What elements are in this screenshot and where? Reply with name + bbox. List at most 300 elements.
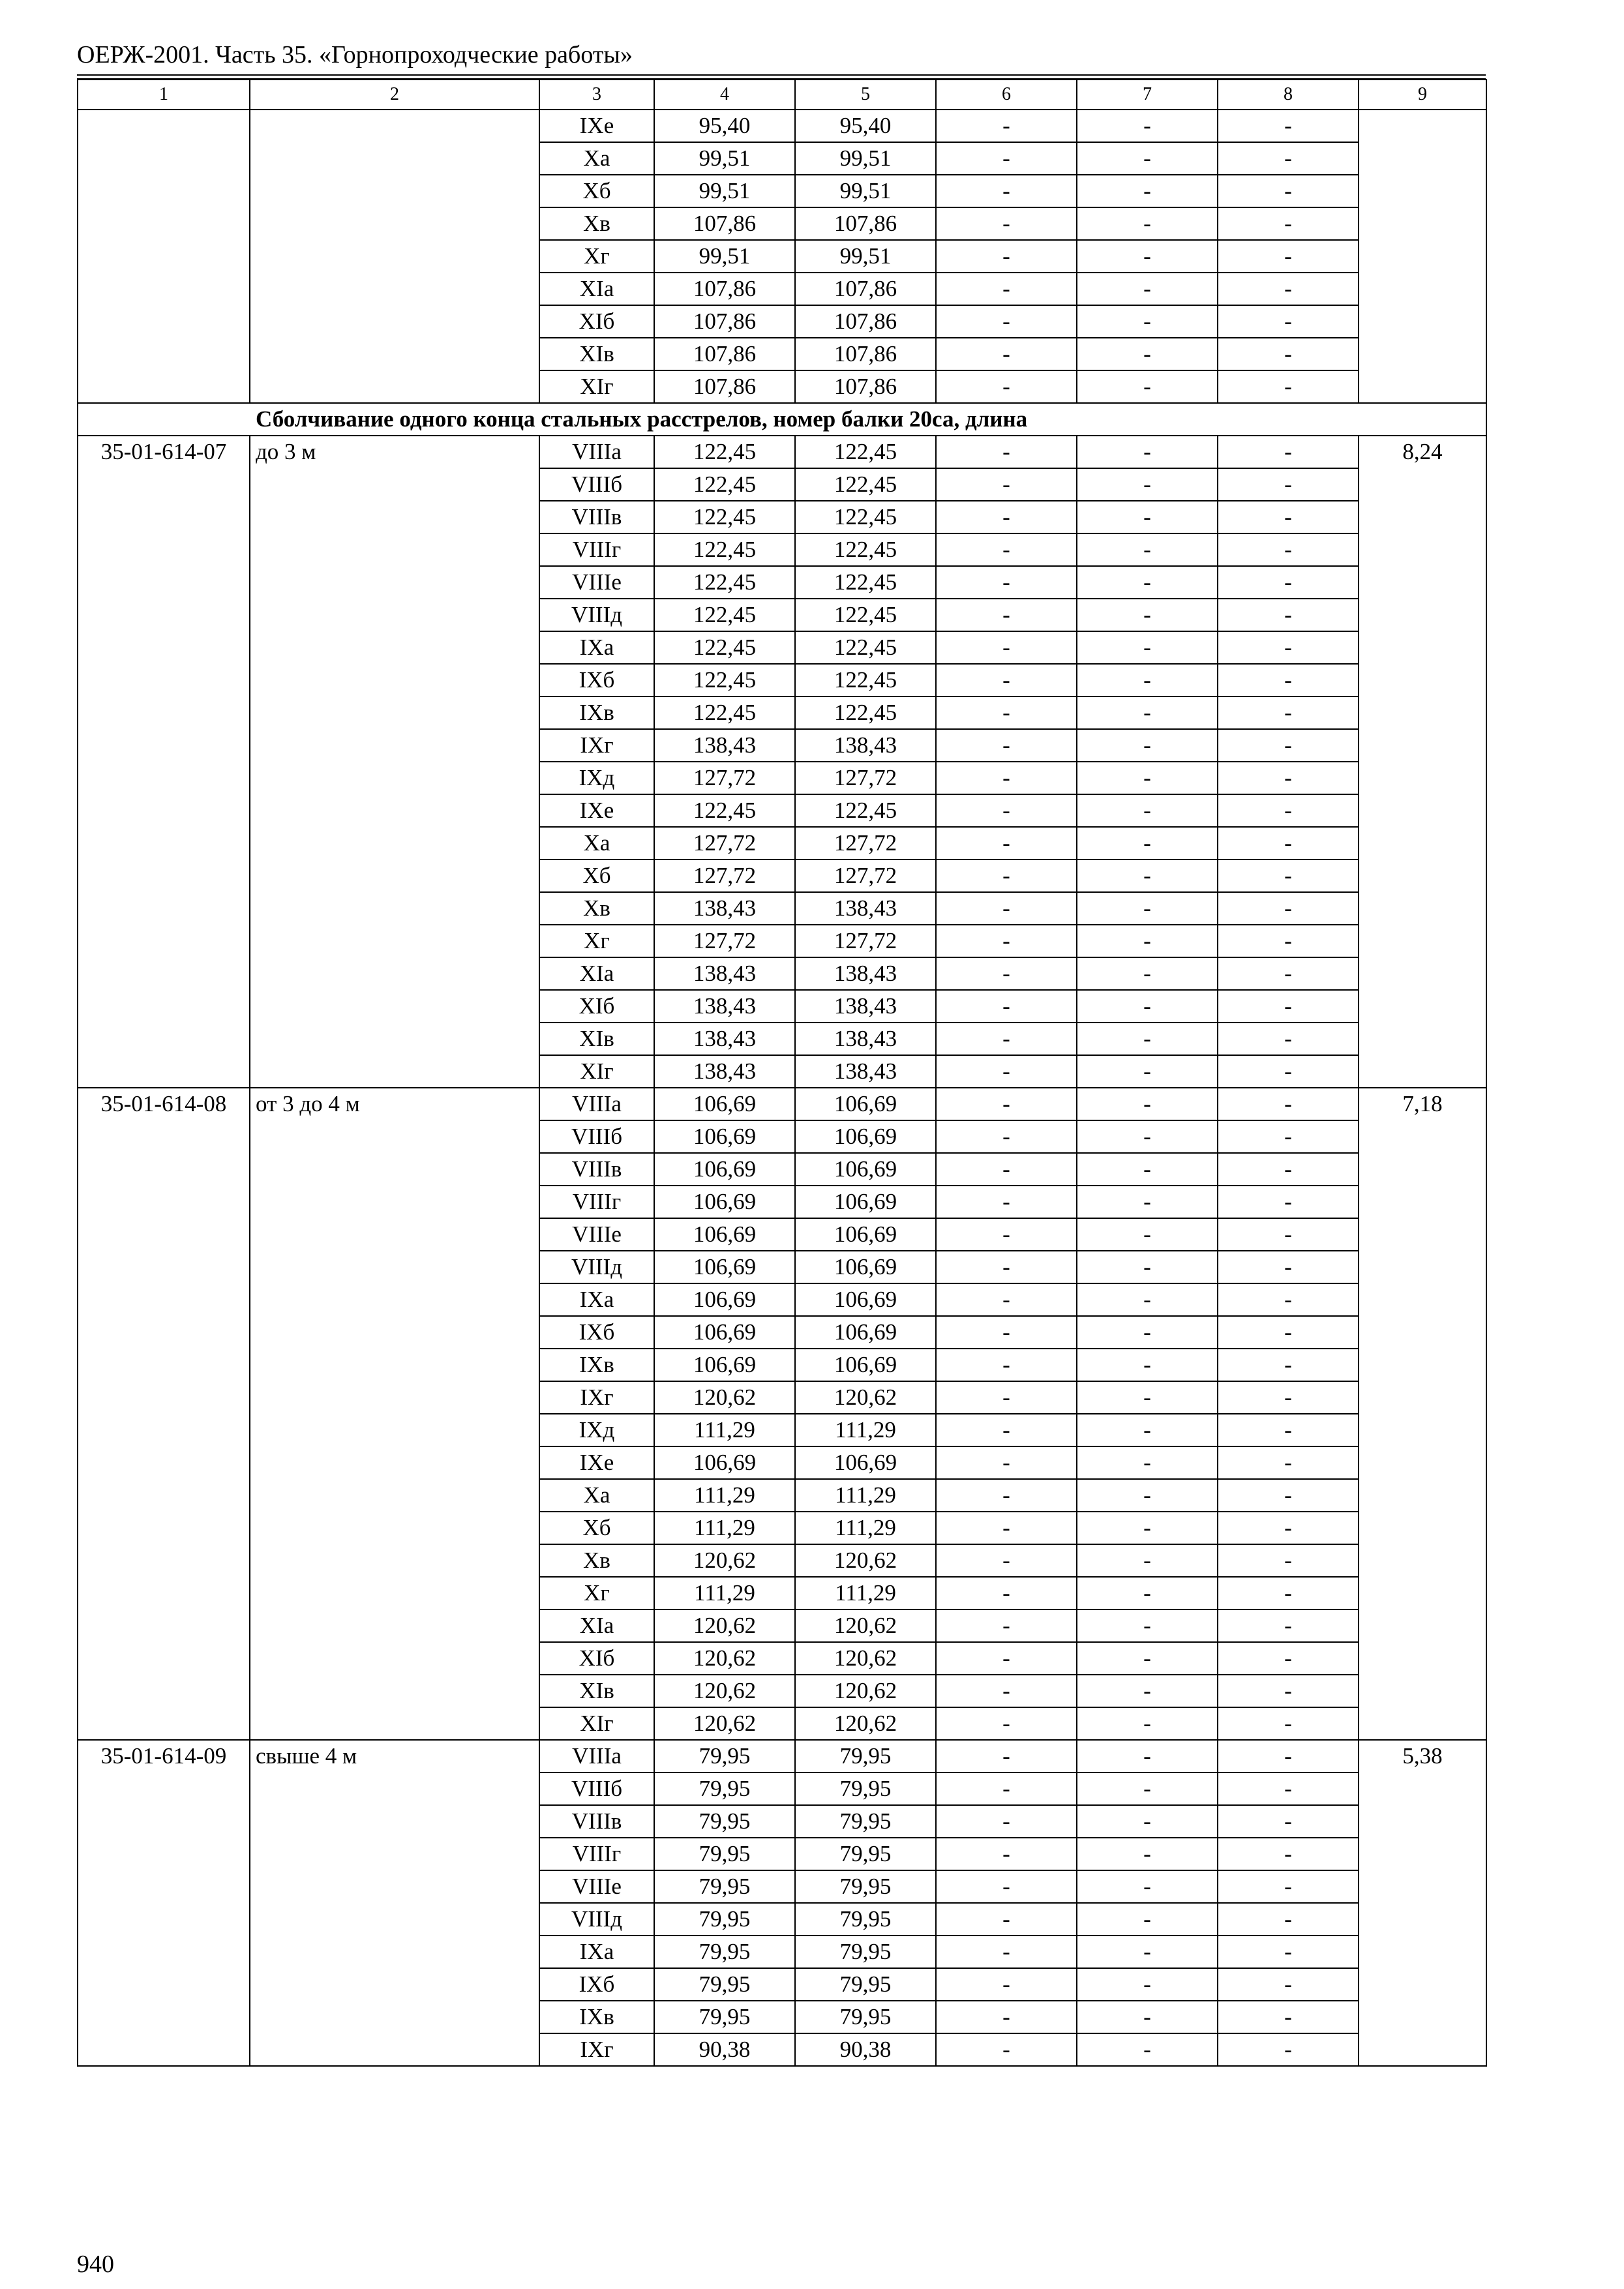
- page-number: 940: [77, 2251, 114, 2278]
- value-cell: 99,51: [795, 240, 936, 273]
- value-cell: 122,45: [654, 696, 795, 729]
- value-cell: 95,40: [654, 110, 795, 142]
- work-description: от 3 до 4 м: [250, 1088, 539, 1740]
- value-cell: 106,69: [654, 1218, 795, 1251]
- value-cell: 127,72: [654, 925, 795, 957]
- value-cell: -: [936, 305, 1077, 338]
- value-cell: -: [1077, 175, 1218, 207]
- value-cell: -: [1077, 1773, 1218, 1805]
- value-cell: -: [1077, 533, 1218, 566]
- value-cell: 138,43: [795, 957, 936, 990]
- category-cell: IXд: [539, 762, 654, 794]
- value-cell: 106,69: [654, 1186, 795, 1218]
- category-cell: IXб: [539, 1968, 654, 2001]
- category-cell: XIг: [539, 1055, 654, 1088]
- value-cell: 79,95: [654, 1870, 795, 1903]
- value-cell: -: [936, 338, 1077, 370]
- value-cell: -: [936, 207, 1077, 240]
- value-cell: -: [936, 501, 1077, 533]
- value-cell: 106,69: [654, 1088, 795, 1120]
- value-cell: -: [936, 1577, 1077, 1609]
- value-cell: -: [936, 1740, 1077, 1773]
- value-cell: 79,95: [654, 1968, 795, 2001]
- category-cell: IXа: [539, 1936, 654, 1968]
- value-cell: -: [1218, 990, 1359, 1023]
- rate-code: 35-01-614-09: [78, 1740, 250, 2066]
- value-cell: -: [936, 533, 1077, 566]
- value-cell: -: [936, 2033, 1077, 2066]
- value-cell: -: [1077, 1609, 1218, 1642]
- value-cell: -: [936, 631, 1077, 664]
- value-cell: 138,43: [654, 892, 795, 925]
- category-cell: Xб: [539, 860, 654, 892]
- value-cell: -: [1218, 729, 1359, 762]
- value-cell: 122,45: [795, 501, 936, 533]
- value-cell: -: [936, 1609, 1077, 1642]
- value-cell: 106,69: [795, 1120, 936, 1153]
- value-cell: -: [936, 729, 1077, 762]
- value-cell: -: [1077, 1642, 1218, 1675]
- rate-code: 35-01-614-08: [78, 1088, 250, 1740]
- col9-value: 8,24: [1359, 436, 1486, 1088]
- value-cell: 106,69: [795, 1251, 936, 1283]
- value-cell: -: [1077, 827, 1218, 860]
- value-cell: -: [1218, 2001, 1359, 2033]
- value-cell: -: [1218, 1609, 1359, 1642]
- value-cell: -: [936, 1707, 1077, 1740]
- value-cell: -: [936, 990, 1077, 1023]
- value-cell: -: [936, 142, 1077, 175]
- value-cell: -: [1077, 1479, 1218, 1512]
- value-cell: -: [1077, 142, 1218, 175]
- category-cell: VIIIд: [539, 599, 654, 631]
- value-cell: -: [1218, 1805, 1359, 1838]
- value-cell: -: [1218, 892, 1359, 925]
- value-cell: 79,95: [654, 1805, 795, 1838]
- value-cell: 107,86: [795, 338, 936, 370]
- col9-value: 7,18: [1359, 1088, 1486, 1740]
- value-cell: 122,45: [654, 566, 795, 599]
- value-cell: -: [1218, 1479, 1359, 1512]
- value-cell: 120,62: [654, 1675, 795, 1707]
- header-rule: [77, 74, 1486, 76]
- value-cell: 99,51: [654, 142, 795, 175]
- column-number: 5: [795, 80, 936, 110]
- value-cell: -: [1218, 1544, 1359, 1577]
- value-cell: 106,69: [654, 1349, 795, 1381]
- value-cell: 122,45: [795, 599, 936, 631]
- section-row: [78, 403, 1486, 436]
- value-cell: 138,43: [795, 729, 936, 762]
- value-cell: -: [1077, 729, 1218, 762]
- value-cell: -: [1077, 2001, 1218, 2033]
- value-cell: -: [936, 1153, 1077, 1186]
- value-cell: -: [1077, 1186, 1218, 1218]
- value-cell: -: [1218, 1707, 1359, 1740]
- value-cell: -: [936, 436, 1077, 468]
- category-cell: Xб: [539, 175, 654, 207]
- value-cell: 111,29: [654, 1479, 795, 1512]
- category-cell: VIIIе: [539, 566, 654, 599]
- value-cell: -: [1218, 1088, 1359, 1120]
- value-cell: -: [1218, 860, 1359, 892]
- value-cell: -: [1218, 957, 1359, 990]
- value-cell: 120,62: [795, 1707, 936, 1740]
- value-cell: -: [1077, 1446, 1218, 1479]
- value-cell: -: [1077, 696, 1218, 729]
- value-cell: -: [1077, 1088, 1218, 1120]
- value-cell: 120,62: [654, 1544, 795, 1577]
- category-cell: Xб: [539, 1512, 654, 1544]
- value-cell: -: [1218, 175, 1359, 207]
- category-cell: IXб: [539, 664, 654, 696]
- table-row: [78, 110, 1486, 142]
- value-cell: 99,51: [654, 240, 795, 273]
- value-cell: -: [1077, 110, 1218, 142]
- value-cell: -: [1077, 1544, 1218, 1577]
- value-cell: 79,95: [654, 1773, 795, 1805]
- value-cell: 122,45: [654, 468, 795, 501]
- value-cell: 79,95: [654, 2001, 795, 2033]
- value-cell: -: [936, 599, 1077, 631]
- value-cell: 107,86: [795, 305, 936, 338]
- value-cell: -: [936, 273, 1077, 305]
- value-cell: 79,95: [654, 1740, 795, 1773]
- value-cell: -: [1077, 1870, 1218, 1903]
- column-number: 9: [1359, 80, 1486, 110]
- category-cell: VIIIв: [539, 1153, 654, 1186]
- value-cell: -: [1077, 1283, 1218, 1316]
- category-cell: VIIIг: [539, 1186, 654, 1218]
- value-cell: -: [1077, 207, 1218, 240]
- value-cell: -: [1077, 338, 1218, 370]
- rate-code: [78, 110, 250, 403]
- value-cell: -: [1077, 1381, 1218, 1414]
- value-cell: -: [936, 1251, 1077, 1283]
- value-cell: 79,95: [654, 1838, 795, 1870]
- value-cell: 122,45: [795, 436, 936, 468]
- value-cell: 127,72: [654, 827, 795, 860]
- column-number: 7: [1077, 80, 1218, 110]
- value-cell: 120,62: [795, 1609, 936, 1642]
- value-cell: -: [1077, 305, 1218, 338]
- page-header: [77, 39, 1486, 70]
- value-cell: -: [1077, 1349, 1218, 1381]
- category-cell: VIIIа: [539, 1740, 654, 1773]
- value-cell: -: [1077, 501, 1218, 533]
- value-cell: 138,43: [654, 1023, 795, 1055]
- value-cell: -: [936, 1414, 1077, 1446]
- value-cell: -: [1077, 468, 1218, 501]
- value-cell: -: [1077, 1805, 1218, 1838]
- category-cell: XIа: [539, 1609, 654, 1642]
- category-cell: Xг: [539, 925, 654, 957]
- value-cell: 122,45: [795, 533, 936, 566]
- category-cell: Xг: [539, 240, 654, 273]
- value-cell: -: [936, 664, 1077, 696]
- value-cell: -: [936, 1675, 1077, 1707]
- value-cell: 122,45: [795, 664, 936, 696]
- value-cell: -: [1077, 1903, 1218, 1936]
- category-cell: XIв: [539, 1023, 654, 1055]
- category-cell: XIб: [539, 990, 654, 1023]
- value-cell: 90,38: [654, 2033, 795, 2066]
- value-cell: -: [1218, 1218, 1359, 1251]
- value-cell: -: [1218, 240, 1359, 273]
- value-cell: -: [1077, 664, 1218, 696]
- value-cell: -: [1218, 1023, 1359, 1055]
- value-cell: -: [1218, 1642, 1359, 1675]
- value-cell: -: [936, 1055, 1077, 1088]
- value-cell: 106,69: [654, 1120, 795, 1153]
- value-cell: 122,45: [654, 664, 795, 696]
- value-cell: -: [936, 1349, 1077, 1381]
- category-cell: IXг: [539, 2033, 654, 2066]
- value-cell: -: [1218, 2033, 1359, 2066]
- value-cell: -: [1218, 1903, 1359, 1936]
- value-cell: 120,62: [795, 1544, 936, 1577]
- value-cell: -: [1077, 860, 1218, 892]
- document-title: ОЕРЖ-2001. Часть 35. «Горнопроходческие работы»: [77, 41, 633, 68]
- value-cell: 122,45: [654, 501, 795, 533]
- value-cell: -: [1218, 370, 1359, 403]
- value-cell: 106,69: [795, 1283, 936, 1316]
- value-cell: 122,45: [795, 468, 936, 501]
- value-cell: -: [1077, 990, 1218, 1023]
- category-cell: XIб: [539, 1642, 654, 1675]
- value-cell: 79,95: [795, 1968, 936, 2001]
- category-cell: IXв: [539, 696, 654, 729]
- value-cell: 120,62: [654, 1609, 795, 1642]
- value-cell: 106,69: [795, 1153, 936, 1186]
- value-cell: -: [1218, 1251, 1359, 1283]
- value-cell: -: [1077, 794, 1218, 827]
- value-cell: -: [936, 1544, 1077, 1577]
- value-cell: -: [1077, 273, 1218, 305]
- work-description: до 3 м: [250, 436, 539, 1088]
- value-cell: -: [936, 2001, 1077, 2033]
- value-cell: -: [1218, 1675, 1359, 1707]
- value-cell: -: [1077, 566, 1218, 599]
- value-cell: 90,38: [795, 2033, 936, 2066]
- value-cell: 107,86: [654, 370, 795, 403]
- category-cell: XIв: [539, 1675, 654, 1707]
- value-cell: -: [1218, 696, 1359, 729]
- value-cell: -: [936, 827, 1077, 860]
- value-cell: 138,43: [654, 1055, 795, 1088]
- value-cell: 138,43: [654, 990, 795, 1023]
- value-cell: 79,95: [654, 1936, 795, 1968]
- value-cell: 107,86: [654, 338, 795, 370]
- value-cell: -: [936, 1381, 1077, 1414]
- value-cell: 106,69: [795, 1186, 936, 1218]
- value-cell: 79,95: [795, 1936, 936, 1968]
- value-cell: 122,45: [654, 533, 795, 566]
- value-cell: -: [1218, 1316, 1359, 1349]
- value-cell: 106,69: [654, 1316, 795, 1349]
- value-cell: -: [1218, 664, 1359, 696]
- category-cell: VIIIд: [539, 1251, 654, 1283]
- column-number: 6: [936, 80, 1077, 110]
- value-cell: 111,29: [795, 1414, 936, 1446]
- value-cell: -: [1218, 925, 1359, 957]
- value-cell: -: [936, 1218, 1077, 1251]
- value-cell: -: [1218, 566, 1359, 599]
- value-cell: -: [936, 1936, 1077, 1968]
- value-cell: -: [1218, 1838, 1359, 1870]
- category-cell: VIIIб: [539, 468, 654, 501]
- category-cell: IXе: [539, 794, 654, 827]
- value-cell: 99,51: [795, 142, 936, 175]
- category-cell: IXд: [539, 1414, 654, 1446]
- value-cell: -: [1218, 533, 1359, 566]
- category-cell: VIIIг: [539, 533, 654, 566]
- value-cell: 107,86: [795, 273, 936, 305]
- value-cell: -: [1218, 1446, 1359, 1479]
- value-cell: -: [936, 468, 1077, 501]
- value-cell: 79,95: [795, 1805, 936, 1838]
- value-cell: -: [936, 1186, 1077, 1218]
- value-cell: -: [1218, 1153, 1359, 1186]
- value-cell: -: [1077, 1251, 1218, 1283]
- value-cell: 79,95: [795, 1838, 936, 1870]
- value-cell: -: [936, 175, 1077, 207]
- category-cell: VIIIг: [539, 1838, 654, 1870]
- category-cell: VIIIд: [539, 1903, 654, 1936]
- value-cell: -: [1077, 436, 1218, 468]
- value-cell: -: [1077, 1120, 1218, 1153]
- rate-code: 35-01-614-07: [78, 436, 250, 1088]
- value-cell: 106,69: [795, 1218, 936, 1251]
- value-cell: 122,45: [654, 794, 795, 827]
- section-title: Сболчивание одного конца стальных расстрелов, номер балки 20са, длина: [78, 403, 1486, 436]
- category-cell: XIг: [539, 1707, 654, 1740]
- value-cell: -: [1077, 1707, 1218, 1740]
- rates-table: [77, 79, 1487, 2067]
- value-cell: -: [1218, 1870, 1359, 1903]
- value-cell: -: [1218, 1381, 1359, 1414]
- value-cell: -: [936, 892, 1077, 925]
- value-cell: 138,43: [654, 729, 795, 762]
- category-cell: VIIIа: [539, 1088, 654, 1120]
- value-cell: 106,69: [795, 1349, 936, 1381]
- value-cell: 122,45: [795, 566, 936, 599]
- category-cell: XIв: [539, 338, 654, 370]
- value-cell: 106,69: [654, 1153, 795, 1186]
- value-cell: 120,62: [654, 1707, 795, 1740]
- value-cell: -: [936, 1773, 1077, 1805]
- value-cell: 122,45: [795, 631, 936, 664]
- col9-value: 5,38: [1359, 1740, 1486, 2066]
- value-cell: 107,86: [654, 273, 795, 305]
- value-cell: -: [936, 240, 1077, 273]
- value-cell: 95,40: [795, 110, 936, 142]
- value-cell: -: [936, 1805, 1077, 1838]
- value-cell: -: [936, 1512, 1077, 1544]
- value-cell: 79,95: [795, 1740, 936, 1773]
- category-cell: IXе: [539, 1446, 654, 1479]
- value-cell: 120,62: [795, 1381, 936, 1414]
- value-cell: -: [1218, 468, 1359, 501]
- category-cell: IXа: [539, 1283, 654, 1316]
- value-cell: -: [1218, 436, 1359, 468]
- value-cell: -: [1077, 1023, 1218, 1055]
- value-cell: 127,72: [654, 762, 795, 794]
- category-cell: Xа: [539, 142, 654, 175]
- category-cell: XIб: [539, 305, 654, 338]
- value-cell: 106,69: [795, 1316, 936, 1349]
- value-cell: -: [1218, 827, 1359, 860]
- category-cell: VIIIа: [539, 436, 654, 468]
- value-cell: 99,51: [795, 175, 936, 207]
- value-cell: -: [1218, 1577, 1359, 1609]
- col9-value: [1359, 110, 1486, 403]
- value-cell: -: [1077, 1316, 1218, 1349]
- value-cell: -: [1218, 1349, 1359, 1381]
- value-cell: -: [936, 1088, 1077, 1120]
- table-row: [78, 1088, 1486, 1120]
- column-number: 1: [78, 80, 250, 110]
- value-cell: 111,29: [795, 1512, 936, 1544]
- value-cell: -: [1218, 273, 1359, 305]
- category-cell: Xа: [539, 827, 654, 860]
- value-cell: -: [1077, 599, 1218, 631]
- value-cell: -: [1218, 1740, 1359, 1773]
- category-cell: VIIIе: [539, 1870, 654, 1903]
- value-cell: 107,86: [654, 207, 795, 240]
- value-cell: 79,95: [795, 2001, 936, 2033]
- value-cell: 99,51: [654, 175, 795, 207]
- value-cell: 106,69: [654, 1446, 795, 1479]
- value-cell: 127,72: [795, 762, 936, 794]
- value-cell: -: [1218, 1055, 1359, 1088]
- category-cell: Xв: [539, 207, 654, 240]
- value-cell: -: [936, 566, 1077, 599]
- value-cell: -: [1077, 1577, 1218, 1609]
- category-cell: IXа: [539, 631, 654, 664]
- value-cell: 111,29: [654, 1577, 795, 1609]
- value-cell: -: [1077, 1055, 1218, 1088]
- value-cell: -: [1077, 1512, 1218, 1544]
- value-cell: -: [1077, 1936, 1218, 1968]
- category-cell: IXб: [539, 1316, 654, 1349]
- value-cell: -: [1218, 1414, 1359, 1446]
- value-cell: -: [1218, 110, 1359, 142]
- value-cell: -: [936, 925, 1077, 957]
- value-cell: -: [1218, 599, 1359, 631]
- value-cell: -: [1218, 1936, 1359, 1968]
- value-cell: -: [936, 1642, 1077, 1675]
- value-cell: -: [1077, 1968, 1218, 2001]
- value-cell: -: [936, 370, 1077, 403]
- value-cell: 120,62: [654, 1381, 795, 1414]
- value-cell: -: [1218, 305, 1359, 338]
- value-cell: -: [936, 696, 1077, 729]
- category-cell: IXе: [539, 110, 654, 142]
- value-cell: 111,29: [654, 1414, 795, 1446]
- value-cell: -: [1077, 925, 1218, 957]
- value-cell: -: [1218, 762, 1359, 794]
- value-cell: -: [1077, 1153, 1218, 1186]
- value-cell: 122,45: [654, 436, 795, 468]
- category-cell: Xа: [539, 1479, 654, 1512]
- category-cell: VIIIв: [539, 501, 654, 533]
- value-cell: -: [936, 110, 1077, 142]
- column-number: 2: [250, 80, 539, 110]
- value-cell: -: [936, 1838, 1077, 1870]
- column-number: 3: [539, 80, 654, 110]
- column-number: 8: [1218, 80, 1359, 110]
